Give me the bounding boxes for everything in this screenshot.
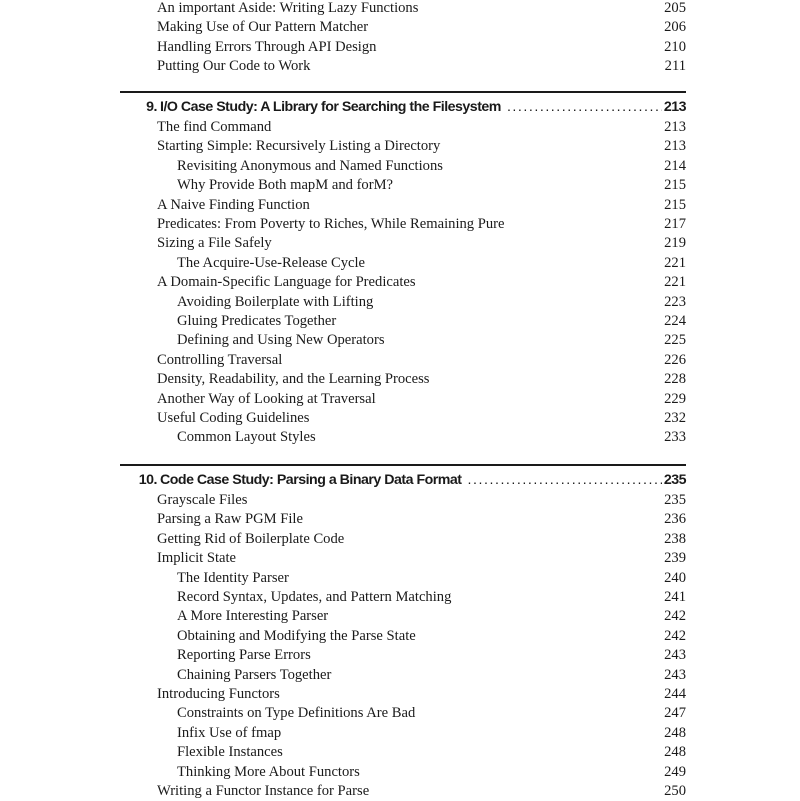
entry-page-number: 213 [664,119,686,135]
toc-subsection-entry[interactable] [177,312,686,331]
entry-page-number: 215 [664,196,686,213]
entry-title: A More Interesting Parser [177,608,329,625]
toc-subsection-entry[interactable] [177,763,686,782]
entry-title: The Acquire-Use-Release Cycle [177,254,366,271]
entry-title: Useful Coding Guidelines [157,410,310,426]
entry-page-number: 248 [664,744,686,761]
entry-title: The find Command [157,119,272,135]
entry-page-number: 236 [664,511,686,528]
entry-page-number: 213 [664,138,686,155]
entry-page-number: 233 [664,429,686,446]
entry-page-number: 206 [664,19,686,36]
dot-leader [468,470,662,490]
entry-page-number: 243 [664,666,686,683]
toc-section-entry[interactable] [157,510,686,529]
entry-page-number: 214 [664,157,686,174]
entry-title: Implicit State [157,550,237,567]
chapter-number: 9. [146,99,157,115]
toc-chapter-entry[interactable] [120,470,686,490]
entry-page-number: 238 [664,530,686,547]
entry-title: Starting Simple: Recursively Listing a Directory [157,138,441,155]
toc-section-entry[interactable] [157,685,686,704]
toc-section-entry[interactable] [157,549,686,568]
entry-page-number: 229 [664,390,686,407]
toc-section-entry[interactable] [157,491,686,510]
toc-subsection-entry[interactable] [177,331,686,350]
entry-title: Controlling Traversal [157,351,283,368]
entry-title: A Naive Finding Function [157,196,310,213]
entry-page-number: 226 [664,351,686,368]
entry-title: Gluing Predicates Together [177,313,337,329]
toc-subsection-entry[interactable] [177,666,686,685]
entry-page-number: 232 [664,410,686,426]
toc-subsection-entry[interactable] [177,254,686,273]
entry-title: An important Aside: Writing Lazy Functions [157,0,419,16]
entry-title: Defining and Using New Operators [177,332,385,349]
entry-page-number: 223 [664,293,686,310]
toc-subsection-entry[interactable] [177,627,686,646]
toc-chapter-entry[interactable] [120,97,686,117]
entry-title: Infix Use of fmap [177,724,282,741]
entry-page-number: 217 [664,216,686,232]
entry-title: A Domain-Specific Language for Predicates [157,274,416,291]
toc-section-entry[interactable] [157,118,686,137]
entry-page-number: 215 [664,177,686,194]
entry-page-number: 225 [664,332,686,349]
entry-page-number: 240 [664,569,686,586]
entry-page-number: 243 [664,647,686,664]
entry-title: Chaining Parsers Together [177,666,332,683]
entry-page-number: 244 [664,686,686,702]
chapter-page-number: 235 [663,472,686,488]
toc-section-entry[interactable] [157,390,686,409]
entry-title: Revisiting Anonymous and Named Functions [177,157,443,174]
toc-subsection-entry[interactable] [177,569,686,588]
entry-title: Predicates: From Poverty to Riches, While Remaining Pure [157,216,505,232]
entry-page-number: 210 [664,38,686,55]
toc-section-entry[interactable] [157,370,686,389]
toc-section-entry[interactable] [157,273,686,292]
entry-title: Parsing a Raw PGM File [157,511,303,528]
toc-subsection-entry[interactable] [177,293,686,312]
toc-section-entry[interactable] [157,18,686,37]
entry-page-number: 247 [664,705,686,722]
entry-title: Obtaining and Modifying the Parse State [177,627,416,644]
entry-title: Writing a Functor Instance for Parse [157,783,370,799]
chapter-divider [120,91,686,93]
dot-leader [507,97,662,117]
entry-page-number: 235 [664,492,686,508]
entry-title: Thinking More About Functors [177,763,360,780]
entry-title: Another Way of Looking at Traversal [157,390,376,407]
toc-section-entry[interactable] [157,57,686,76]
toc-subsection-entry[interactable] [177,588,686,607]
toc-section-entry[interactable] [157,38,686,57]
toc-section-entry[interactable] [157,234,686,253]
entry-title: Avoiding Boilerplate with Lifting [177,293,374,310]
toc-subsection-entry[interactable] [177,157,686,176]
entry-page-number: 221 [664,254,686,271]
entry-page-number: 241 [664,589,686,605]
entry-title: Density, Readability, and the Learning Process [157,371,430,388]
entry-title: Why Provide Both mapM and forM? [177,177,394,194]
entry-page-number: 249 [664,763,686,780]
toc-section-entry[interactable] [157,196,686,215]
toc-section-entry[interactable] [157,782,686,801]
entry-title: Handling Errors Through API Design [157,38,377,55]
entry-page-number: 250 [664,783,686,799]
toc-subsection-entry[interactable] [177,428,686,447]
entry-title: Introducing Functors [157,686,280,702]
entry-title: Getting Rid of Boilerplate Code [157,530,345,547]
entry-title: Record Syntax, Updates, and Pattern Matching [177,589,452,605]
chapter-title: Code Case Study: Parsing a Binary Data Format [160,472,462,488]
entry-title: Common Layout Styles [177,429,316,446]
toc-section-entry[interactable] [157,530,686,549]
toc-subsection-entry[interactable] [177,607,686,626]
entry-page-number: 242 [664,608,686,625]
toc-section-entry[interactable] [157,215,686,234]
entry-page-number: 219 [664,235,686,252]
entry-title: Flexible Instances [177,744,283,761]
entry-title: Reporting Parse Errors [177,647,311,664]
entry-page-number: 228 [664,371,686,388]
toc-section-entry[interactable] [157,0,686,18]
toc-subsection-entry[interactable] [177,704,686,723]
chapter-number: 10. [138,472,157,488]
toc-subsection-entry[interactable] [177,646,686,665]
toc-subsection-entry[interactable] [177,176,686,195]
entry-page-number: 239 [664,550,686,567]
entry-page-number: 224 [664,313,686,329]
entry-page-number: 242 [664,627,686,644]
entry-title: Putting Our Code to Work [157,58,311,75]
entry-title: Sizing a File Safely [157,235,272,252]
chapter-divider [120,464,686,466]
entry-page-number: 221 [664,274,686,291]
entry-title: Constraints on Type Definitions Are Bad [177,705,416,722]
entry-page-number: 248 [664,724,686,741]
toc-section-entry[interactable] [157,137,686,156]
toc-subsection-entry[interactable] [177,724,686,743]
toc-subsection-entry[interactable] [177,743,686,762]
entry-title: Making Use of Our Pattern Matcher [157,19,369,36]
entry-page-number: 211 [664,58,686,75]
toc-section-entry[interactable] [157,351,686,370]
toc-section-entry[interactable] [157,409,686,428]
chapter-title: I/O Case Study: A Library for Searching the Filesystem [160,99,501,115]
entry-title: The Identity Parser [177,569,289,586]
entry-page-number: 205 [664,0,686,16]
entry-title: Grayscale Files [157,492,248,508]
chapter-page-number: 213 [663,99,686,115]
